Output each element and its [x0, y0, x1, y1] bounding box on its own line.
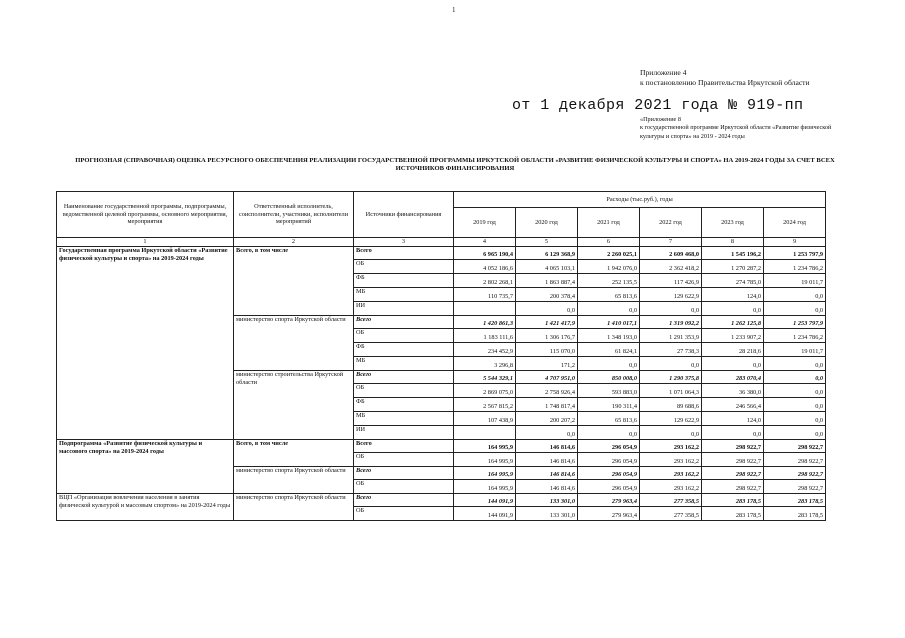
- value-cell: 1 410 017,1: [578, 316, 640, 329]
- value-cell: 129 622,9: [640, 412, 702, 426]
- value-cell: 1 319 092,2: [640, 316, 702, 329]
- value-cell: [454, 302, 516, 316]
- value-cell: 146 814,6: [516, 480, 578, 494]
- value-cell: 0,0: [764, 384, 826, 398]
- value-cell: 110 735,7: [454, 288, 516, 302]
- value-cell: 1 420 861,3: [454, 316, 516, 329]
- executor-cell: министерство спорта Иркутской области: [234, 494, 354, 521]
- value-cell: 1 748 817,4: [516, 398, 578, 412]
- column-number: 7: [640, 238, 702, 247]
- value-cell: 0,0: [764, 371, 826, 384]
- value-cell: 0,0: [764, 412, 826, 426]
- header-year: 2023 год: [702, 208, 764, 238]
- column-number: 3: [354, 238, 454, 247]
- value-cell: 0,0: [764, 357, 826, 371]
- column-number: 9: [764, 238, 826, 247]
- header-col-source: Источники финансирования: [354, 192, 454, 238]
- source-cell: ФБ: [354, 398, 454, 412]
- appendix-line1: Приложение 4: [640, 68, 687, 77]
- source-cell: ФБ: [354, 274, 454, 288]
- value-cell: 0,0: [516, 302, 578, 316]
- value-cell: 61 824,1: [578, 343, 640, 357]
- value-cell: 65 813,6: [578, 412, 640, 426]
- table-row: [57, 440, 826, 453]
- value-cell: 0,0: [702, 357, 764, 371]
- header-expenses: Расходы (тыс.руб.), годы: [454, 192, 826, 208]
- column-number: 8: [702, 238, 764, 247]
- value-cell: 293 162,2: [640, 440, 702, 453]
- value-cell: 19 011,7: [764, 274, 826, 288]
- value-cell: 200 207,2: [516, 412, 578, 426]
- value-cell: 190 311,4: [578, 398, 640, 412]
- value-cell: 298 922,7: [764, 467, 826, 480]
- source-cell: Всего: [354, 371, 454, 384]
- value-cell: 0,0: [702, 426, 764, 440]
- value-cell: 0,0: [578, 426, 640, 440]
- executor-cell: министерство спорта Иркутской области: [234, 316, 354, 371]
- budget-table: [56, 191, 826, 521]
- value-cell: 19 011,7: [764, 343, 826, 357]
- column-number: 6: [578, 238, 640, 247]
- value-cell: 4 707 951,0: [516, 371, 578, 384]
- value-cell: 107 438,9: [454, 412, 516, 426]
- value-cell: 129 622,9: [640, 288, 702, 302]
- value-cell: 2 869 075,0: [454, 384, 516, 398]
- value-cell: 146 814,6: [516, 453, 578, 467]
- value-cell: 298 922,7: [764, 480, 826, 494]
- executor-cell: Всего, в том числе: [234, 247, 354, 316]
- source-cell: Всего: [354, 247, 454, 260]
- value-cell: 293 162,2: [640, 467, 702, 480]
- source-cell: Всего: [354, 316, 454, 329]
- value-cell: 283 178,5: [764, 507, 826, 521]
- value-cell: 1 262 125,8: [702, 316, 764, 329]
- value-cell: 298 922,7: [702, 440, 764, 453]
- value-cell: 124,0: [702, 412, 764, 426]
- source-cell: МБ: [354, 357, 454, 371]
- table-row: [57, 247, 826, 260]
- value-cell: 277 358,5: [640, 494, 702, 507]
- value-cell: 0,0: [764, 398, 826, 412]
- value-cell: 283 178,5: [702, 494, 764, 507]
- value-cell: 4 052 186,6: [454, 260, 516, 274]
- value-cell: 279 963,4: [578, 507, 640, 521]
- value-cell: 6 965 190,4: [454, 247, 516, 260]
- source-cell: ОБ: [354, 329, 454, 343]
- value-cell: 89 688,6: [640, 398, 702, 412]
- program-name-cell: Государственная программа Иркутской области «Развитие физической культуры и спорта» на 2019-2024 годы: [57, 247, 234, 440]
- value-cell: 144 091,9: [454, 494, 516, 507]
- value-cell: 0,0: [578, 302, 640, 316]
- value-cell: 298 922,7: [764, 453, 826, 467]
- header-col-name: Наименование государственной программы, подпрограммы, ведомственной целевой программы, основного мероприятия, мероприятия: [57, 192, 234, 238]
- value-cell: 279 963,4: [578, 494, 640, 507]
- header-year: 2020 год: [516, 208, 578, 238]
- value-cell: 1 348 193,0: [578, 329, 640, 343]
- value-cell: 65 813,6: [578, 288, 640, 302]
- appendix-sub: [640, 116, 835, 141]
- header-year: 2022 год: [640, 208, 702, 238]
- value-cell: 0,0: [764, 288, 826, 302]
- value-cell: 298 922,7: [764, 440, 826, 453]
- value-cell: 234 452,9: [454, 343, 516, 357]
- header-year: 2024 год: [764, 208, 826, 238]
- value-cell: 293 162,2: [640, 480, 702, 494]
- value-cell: 1 545 196,2: [702, 247, 764, 260]
- value-cell: 124,0: [702, 288, 764, 302]
- value-cell: 283 178,5: [702, 507, 764, 521]
- table-row: [57, 494, 826, 507]
- value-cell: [454, 426, 516, 440]
- value-cell: 2 802 268,1: [454, 274, 516, 288]
- source-cell: ОБ: [354, 453, 454, 467]
- header-col-executor: Ответственный исполнитель, соисполнители, участники, исполнители мероприятий: [234, 192, 354, 238]
- value-cell: 0,0: [516, 426, 578, 440]
- value-cell: 6 129 368,9: [516, 247, 578, 260]
- value-cell: 0,0: [640, 302, 702, 316]
- value-cell: 1 253 797,9: [764, 247, 826, 260]
- header-year: 2021 год: [578, 208, 640, 238]
- value-cell: 296 054,9: [578, 480, 640, 494]
- source-cell: ИИ: [354, 302, 454, 316]
- value-cell: 2 609 468,0: [640, 247, 702, 260]
- value-cell: 1 863 887,4: [516, 274, 578, 288]
- value-cell: 0,0: [764, 302, 826, 316]
- value-cell: 298 922,7: [702, 453, 764, 467]
- value-cell: 2 758 926,4: [516, 384, 578, 398]
- program-name-cell: Подпрограмма «Развитие физической культуры и массового спорта» на 2019-2024 годы: [57, 440, 234, 494]
- value-cell: 283 178,5: [764, 494, 826, 507]
- value-cell: 283 070,4: [702, 371, 764, 384]
- appendix-sub2: к государственной программе Иркутской области «Развитие физической культуры и спорта» на 2019 - 2024 годы: [640, 124, 832, 140]
- value-cell: 0,0: [578, 357, 640, 371]
- value-cell: 200 378,4: [516, 288, 578, 302]
- source-cell: ОБ: [354, 384, 454, 398]
- value-cell: 1 071 064,3: [640, 384, 702, 398]
- value-cell: 850 008,0: [578, 371, 640, 384]
- source-cell: ОБ: [354, 480, 454, 494]
- column-number: 1: [57, 238, 234, 247]
- source-cell: ОБ: [354, 260, 454, 274]
- value-cell: 36 380,0: [702, 384, 764, 398]
- column-number: 5: [516, 238, 578, 247]
- value-cell: 1 291 353,9: [640, 329, 702, 343]
- value-cell: 277 358,5: [640, 507, 702, 521]
- value-cell: 293 162,2: [640, 453, 702, 467]
- value-cell: 5 544 329,1: [454, 371, 516, 384]
- source-cell: Всего: [354, 440, 454, 453]
- value-cell: 28 218,6: [702, 343, 764, 357]
- value-cell: 274 785,0: [702, 274, 764, 288]
- value-cell: 4 065 103,1: [516, 260, 578, 274]
- value-cell: 133 301,0: [516, 494, 578, 507]
- value-cell: 1 234 786,2: [764, 260, 826, 274]
- value-cell: 117 426,9: [640, 274, 702, 288]
- value-cell: 1 253 797,9: [764, 316, 826, 329]
- executor-cell: Всего, в том числе: [234, 440, 354, 467]
- value-cell: 146 814,6: [516, 440, 578, 453]
- value-cell: 298 922,7: [702, 467, 764, 480]
- source-cell: ФБ: [354, 343, 454, 357]
- value-cell: 164 995,9: [454, 467, 516, 480]
- value-cell: 0,0: [702, 302, 764, 316]
- value-cell: 1 234 786,2: [764, 329, 826, 343]
- value-cell: 27 738,3: [640, 343, 702, 357]
- value-cell: 252 135,5: [578, 274, 640, 288]
- resolution-date: от 1 декабря 2021 года № 919-пп: [512, 97, 804, 114]
- value-cell: 246 566,4: [702, 398, 764, 412]
- value-cell: 0,0: [640, 426, 702, 440]
- value-cell: 1 233 907,2: [702, 329, 764, 343]
- value-cell: 2 260 025,1: [578, 247, 640, 260]
- value-cell: 133 301,0: [516, 507, 578, 521]
- source-cell: МБ: [354, 412, 454, 426]
- value-cell: 171,2: [516, 357, 578, 371]
- value-cell: 3 296,8: [454, 357, 516, 371]
- value-cell: 164 995,9: [454, 453, 516, 467]
- value-cell: 2 567 815,2: [454, 398, 516, 412]
- program-name-cell: ВЦП «Организация вовлечения населения в занятия физической культурой и массовым спортом» на 2019-2024 годы: [57, 494, 234, 521]
- value-cell: 0,0: [764, 426, 826, 440]
- value-cell: 1 421 417,9: [516, 316, 578, 329]
- value-cell: 593 883,0: [578, 384, 640, 398]
- value-cell: 1 290 375,8: [640, 371, 702, 384]
- source-cell: ИИ: [354, 426, 454, 440]
- executor-cell: министерство строительства Иркутской области: [234, 371, 354, 440]
- source-cell: МБ: [354, 288, 454, 302]
- column-number: 2: [234, 238, 354, 247]
- column-number: 4: [454, 238, 516, 247]
- source-cell: ОБ: [354, 507, 454, 521]
- source-cell: Всего: [354, 494, 454, 507]
- value-cell: 2 362 418,2: [640, 260, 702, 274]
- appendix-heading: [640, 68, 835, 89]
- value-cell: 1 270 287,2: [702, 260, 764, 274]
- value-cell: 164 995,9: [454, 440, 516, 453]
- value-cell: 296 054,9: [578, 453, 640, 467]
- value-cell: 1 942 076,0: [578, 260, 640, 274]
- value-cell: 0,0: [640, 357, 702, 371]
- header-year: 2019 год: [454, 208, 516, 238]
- appendix-line2: к постановлению Правительства Иркутской области: [640, 78, 810, 88]
- value-cell: 146 814,6: [516, 467, 578, 480]
- appendix-sub1: «Приложение 8: [640, 116, 681, 123]
- value-cell: 296 054,9: [578, 467, 640, 480]
- value-cell: 1 183 111,6: [454, 329, 516, 343]
- value-cell: 296 054,9: [578, 440, 640, 453]
- value-cell: 144 091,9: [454, 507, 516, 521]
- page-number: 1: [452, 6, 456, 14]
- value-cell: 298 922,7: [702, 480, 764, 494]
- executor-cell: министерство спорта Иркутской области: [234, 467, 354, 494]
- document-title: ПРОГНОЗНАЯ (СПРАВОЧНАЯ) ОЦЕНКА РЕСУРСНОГО ОБЕСПЕЧЕНИЯ РЕАЛИЗАЦИИ ГОСУДАРСТВЕННОЙ ПРОГРАММЫ ИРКУТСКОЙ ОБЛАСТИ «РАЗВИТИЕ ФИЗИЧЕСКОЙ КУЛЬТУРЫ И СПОРТА» НА 2019-2024 ГОДЫ ЗА СЧЕТ ВСЕХ ИСТОЧНИКОВ ФИНАНСИРОВАНИЯ: [75, 157, 835, 173]
- source-cell: Всего: [354, 467, 454, 480]
- value-cell: 164 995,9: [454, 480, 516, 494]
- value-cell: 1 306 176,7: [516, 329, 578, 343]
- value-cell: 115 070,0: [516, 343, 578, 357]
